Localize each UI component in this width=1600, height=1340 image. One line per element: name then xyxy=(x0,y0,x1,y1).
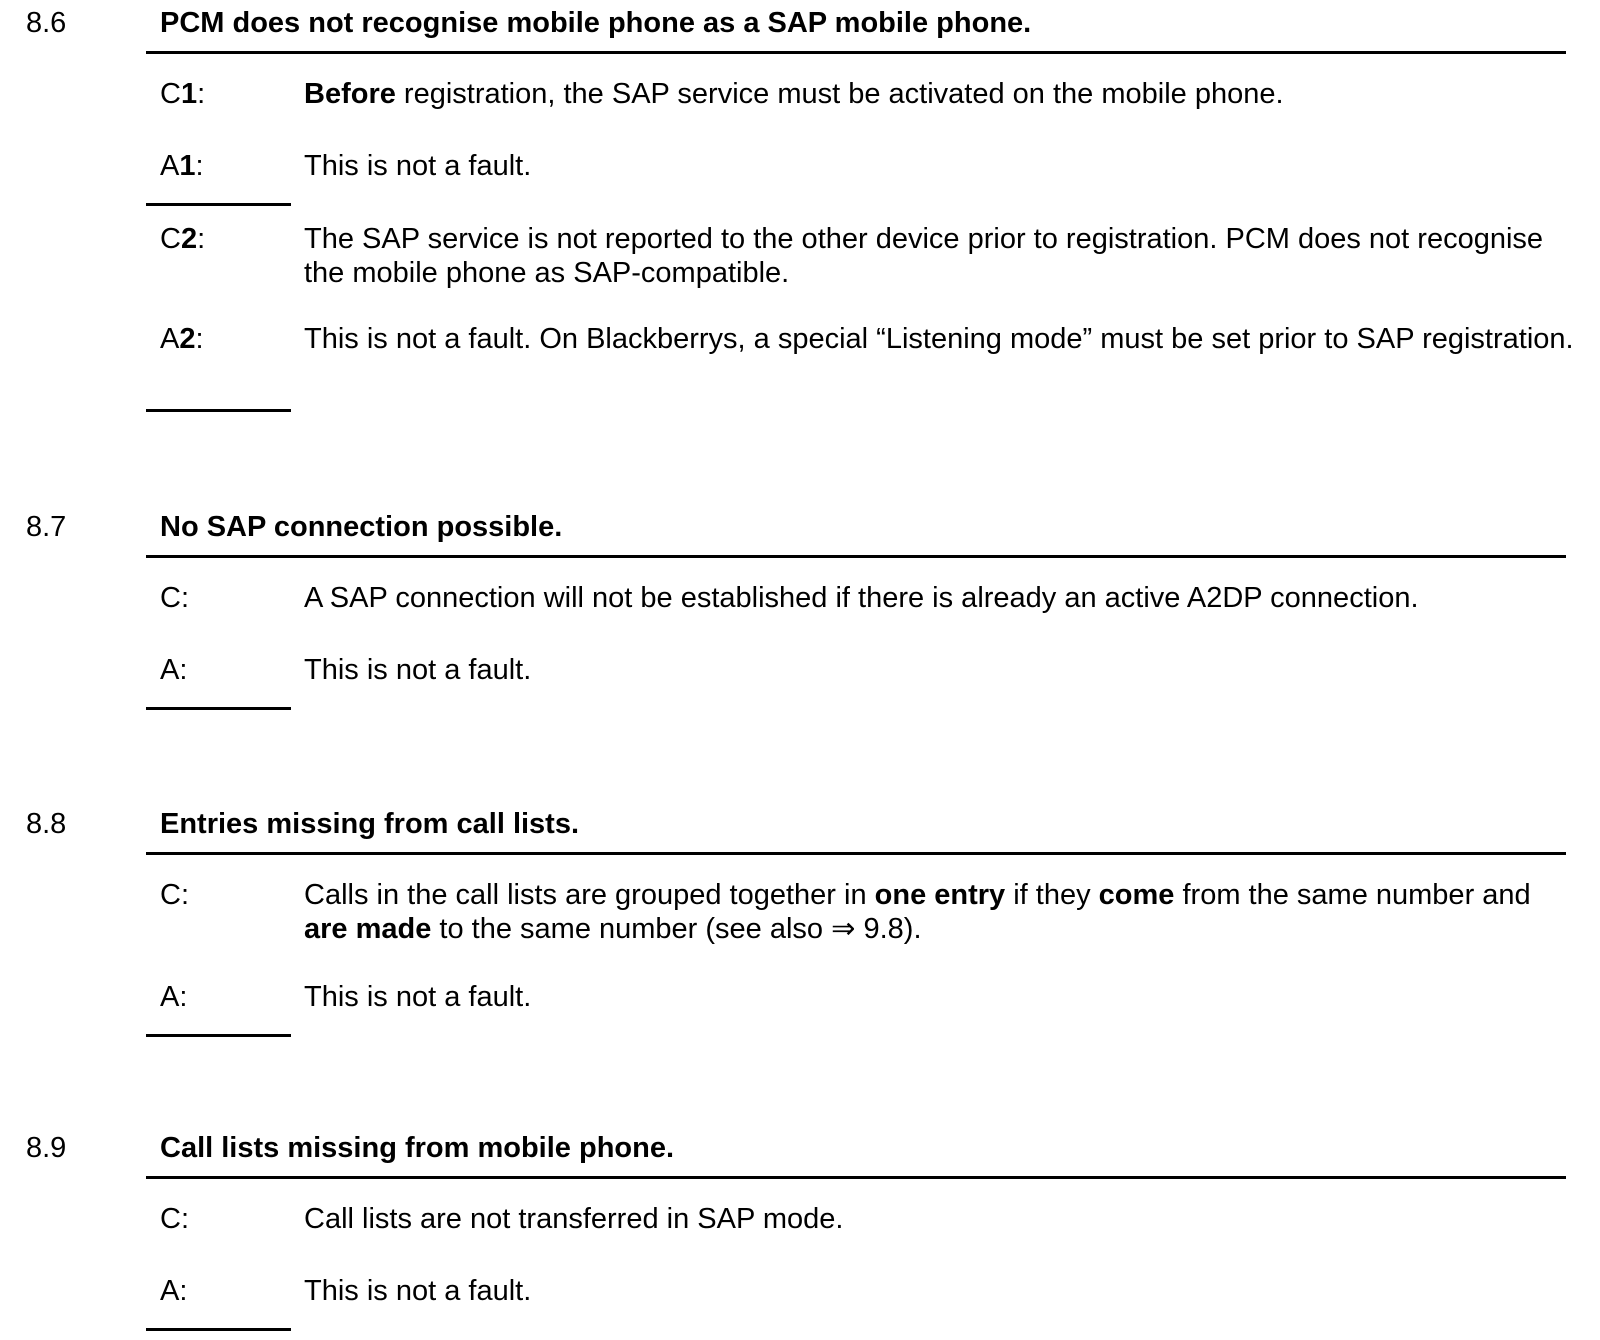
entry-label: C: xyxy=(160,879,189,911)
section-title-rule xyxy=(146,852,1566,855)
entry-rule xyxy=(146,1034,291,1037)
entry-label: A: xyxy=(160,654,188,686)
entry-text: Before registration, the SAP service must be activated on the mobile phone. xyxy=(304,78,1284,110)
entry-rule xyxy=(146,707,291,710)
section-number: 8.6 xyxy=(26,7,67,39)
section-title: No SAP connection possible. xyxy=(160,511,563,543)
entry-label: A: xyxy=(160,1275,188,1307)
section-number: 8.7 xyxy=(26,511,67,543)
entry-text: A SAP connection will not be established if there is already an active A2DP connection. xyxy=(304,582,1419,614)
entry-text: Calls in the call lists are grouped together in one entry if they come from the same number and are made to the same number (see also ⇒ 9.8). xyxy=(304,879,1531,945)
section-number: 8.8 xyxy=(26,808,67,840)
entry-label: A1: xyxy=(160,150,204,182)
entry-text: Call lists are not transferred in SAP mode. xyxy=(304,1203,844,1235)
entry-label: C1: xyxy=(160,78,206,110)
section-title-rule xyxy=(146,51,1566,54)
entry-text: This is not a fault. xyxy=(304,654,532,686)
section-title-rule xyxy=(146,1176,1566,1179)
entry-text: This is not a fault. xyxy=(304,150,532,182)
entry-label: C: xyxy=(160,582,189,614)
entry-text: This is not a fault. xyxy=(304,981,532,1013)
entry-rule xyxy=(146,1328,291,1331)
entry-label: C: xyxy=(160,1203,189,1235)
entry-label: A2: xyxy=(160,323,204,355)
section-number: 8.9 xyxy=(26,1132,67,1164)
entry-rule xyxy=(146,203,291,206)
section-title: Call lists missing from mobile phone. xyxy=(160,1132,675,1164)
section-title: PCM does not recognise mobile phone as a SAP mobile phone. xyxy=(160,7,1032,39)
entry-text: The SAP service is not reported to the other device prior to registration. PCM does not recognise the mobile phone as SAP-compatible. xyxy=(304,223,1544,289)
entry-text: This is not a fault. xyxy=(304,1275,532,1307)
section-title-rule xyxy=(146,555,1566,558)
section-title: Entries missing from call lists. xyxy=(160,808,580,840)
entry-label: A: xyxy=(160,981,188,1013)
entry-rule xyxy=(146,409,291,412)
entry-label: C2: xyxy=(160,223,206,255)
entry-text: This is not a fault. On Blackberrys, a special “Listening mode” must be set prior to SAP registration. xyxy=(304,323,1574,355)
